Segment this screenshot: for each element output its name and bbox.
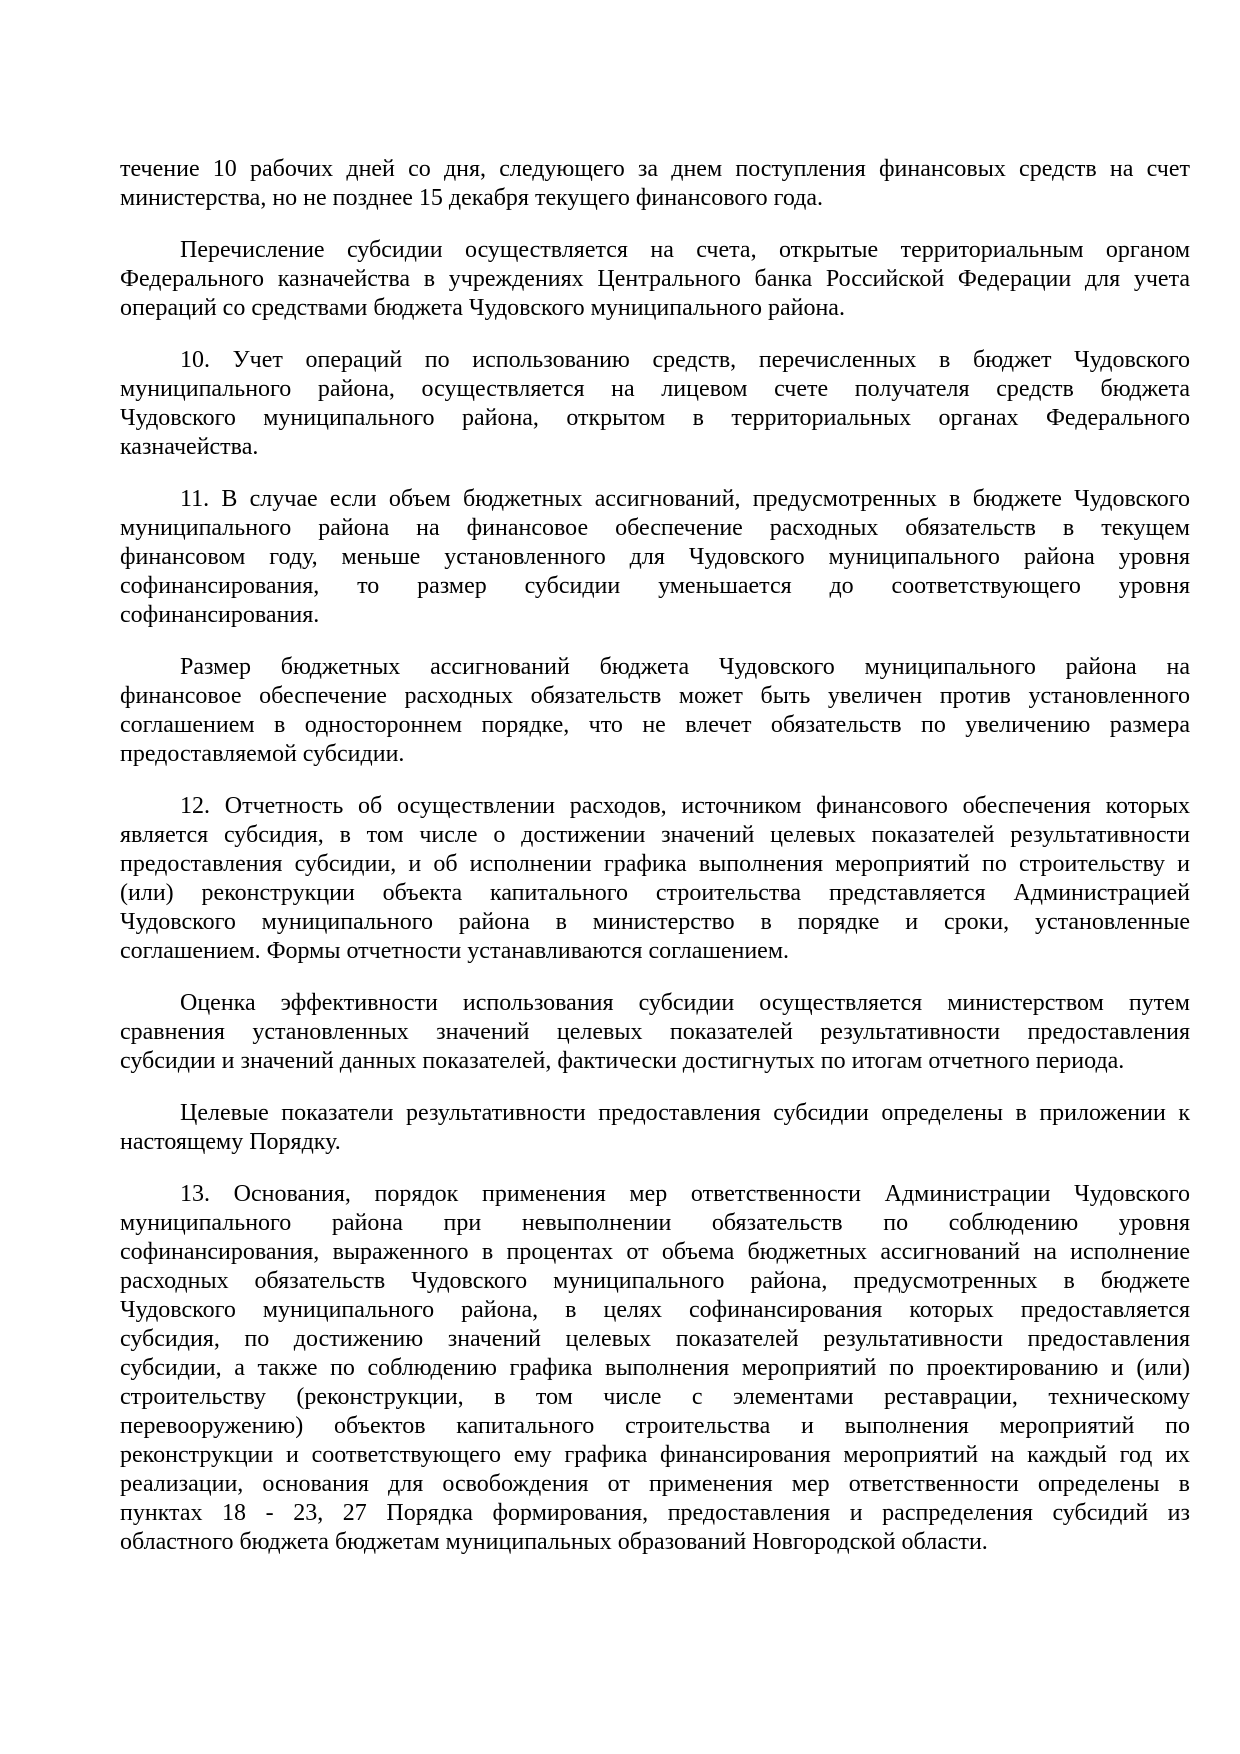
text-line: течение 10 рабочих дней со дня, следующего за днем поступления финансовых средств на счет [120,156,1190,182]
text-line: министерства, но не позднее 15 декабря текущего финансового года. [120,185,824,211]
text-line: 13. Основания, порядок применения мер ответственности Администрации Чудовского [180,1181,1190,1207]
text-line: Размер бюджетных ассигнований бюджета Чудовского муниципального района на [180,654,1190,680]
text-line: предоставляемой субсидии. [120,741,405,767]
text-line: финансовом году, меньше установленного для Чудовского муниципального района уровня [120,544,1190,570]
text-line: пунктах 18 - 23, 27 Порядка формирования, предоставления и распределения субсидий из [120,1500,1190,1526]
text-line: казначейства. [120,434,259,460]
text-line: соглашением. Формы отчетности устанавливаются соглашением. [120,938,790,964]
paragraph [120,155,1190,213]
text-line: Перечисление субсидии осуществляется на счета, открытые территориальным органом [180,237,1190,263]
paragraph [120,1180,1190,1557]
text-line: 11. В случае если объем бюджетных ассигнований, предусмотренных в бюджете Чудовского [180,486,1190,512]
text-line: (или) реконструкции объекта капитального строительства представляется Администрацией [120,880,1190,906]
text-line: субсидия, по достижению значений целевых показателей результативности предоставления [120,1326,1190,1352]
text-line: реконструкции и соответствующего ему графика финансирования мероприятий на каждый год их [120,1442,1190,1468]
text-line: Оценка эффективности использования субсидии осуществляется министерством путем [180,990,1190,1016]
text-line: предоставления субсидии, и об исполнении графика выполнения мероприятий по строительству и [120,851,1190,877]
paragraph [120,346,1190,462]
text-line: муниципального района на финансовое обеспечение расходных обязательств в текущем [120,515,1190,541]
text-line: Чудовского муниципального района в министерство в порядке и сроки, установленные [120,909,1190,935]
paragraph [120,653,1190,769]
text-line: Чудовского муниципального района, открытом в территориальных органах Федерального [120,405,1190,431]
text-line: операций со средствами бюджета Чудовского муниципального района. [120,295,845,321]
text-line: финансовое обеспечение расходных обязательств может быть увеличен против установленного [120,683,1190,709]
text-line: расходных обязательств Чудовского муниципального района, предусмотренных в бюджете [120,1268,1190,1294]
text-line: софинансирования, то размер субсидии уменьшается до соответствующего уровня [120,573,1190,599]
text-line: Целевые показатели результативности предоставления субсидии определены в приложении к [180,1100,1190,1126]
text-line: 10. Учет операций по использованию средств, перечисленных в бюджет Чудовского [180,347,1190,373]
text-line: муниципального района при невыполнении обязательств по соблюдению уровня [120,1210,1190,1236]
text-line: областного бюджета бюджетам муниципальных образований Новгородской области. [120,1529,988,1555]
text-line: Федерального казначейства в учреждениях Центрального банка Российской Федерации для учета [120,266,1190,292]
text-line: является субсидия, в том числе о достижении значений целевых показателей результативности [120,822,1190,848]
text-line: муниципального района, осуществляется на лицевом счете получателя средств бюджета [120,376,1190,402]
text-line: перевооружению) объектов капитального строительства и выполнения мероприятий по [120,1413,1190,1439]
text-line: софинансирования. [120,602,320,628]
text-line: соглашением в одностороннем порядке, что не влечет обязательств по увеличению размера [120,712,1190,738]
document-page [120,155,1190,1580]
text-line: субсидии, а также по соблюдению графика выполнения мероприятий по проектированию и (или) [120,1355,1190,1381]
paragraph [120,236,1190,323]
text-line: субсидии и значений данных показателей, фактически достигнутых по итогам отчетного периода. [120,1048,1125,1074]
paragraph [120,485,1190,630]
text-line: софинансирования, выраженного в процентах от объема бюджетных ассигнований на исполнение [120,1239,1190,1265]
text-line: реализации, основания для освобождения от применения мер ответственности определены в [120,1471,1190,1497]
paragraph [120,989,1190,1076]
paragraph [120,792,1190,966]
paragraph [120,1099,1190,1157]
text-line: Чудовского муниципального района, в целях софинансирования которых предоставляется [120,1297,1190,1323]
text-line: строительству (реконструкции, в том числе с элементами реставрации, техническому [120,1384,1190,1410]
text-line: настоящему Порядку. [120,1129,341,1155]
text-line: 12. Отчетность об осуществлении расходов, источником финансового обеспечения которых [180,793,1190,819]
text-line: сравнения установленных значений целевых показателей результативности предоставления [120,1019,1190,1045]
